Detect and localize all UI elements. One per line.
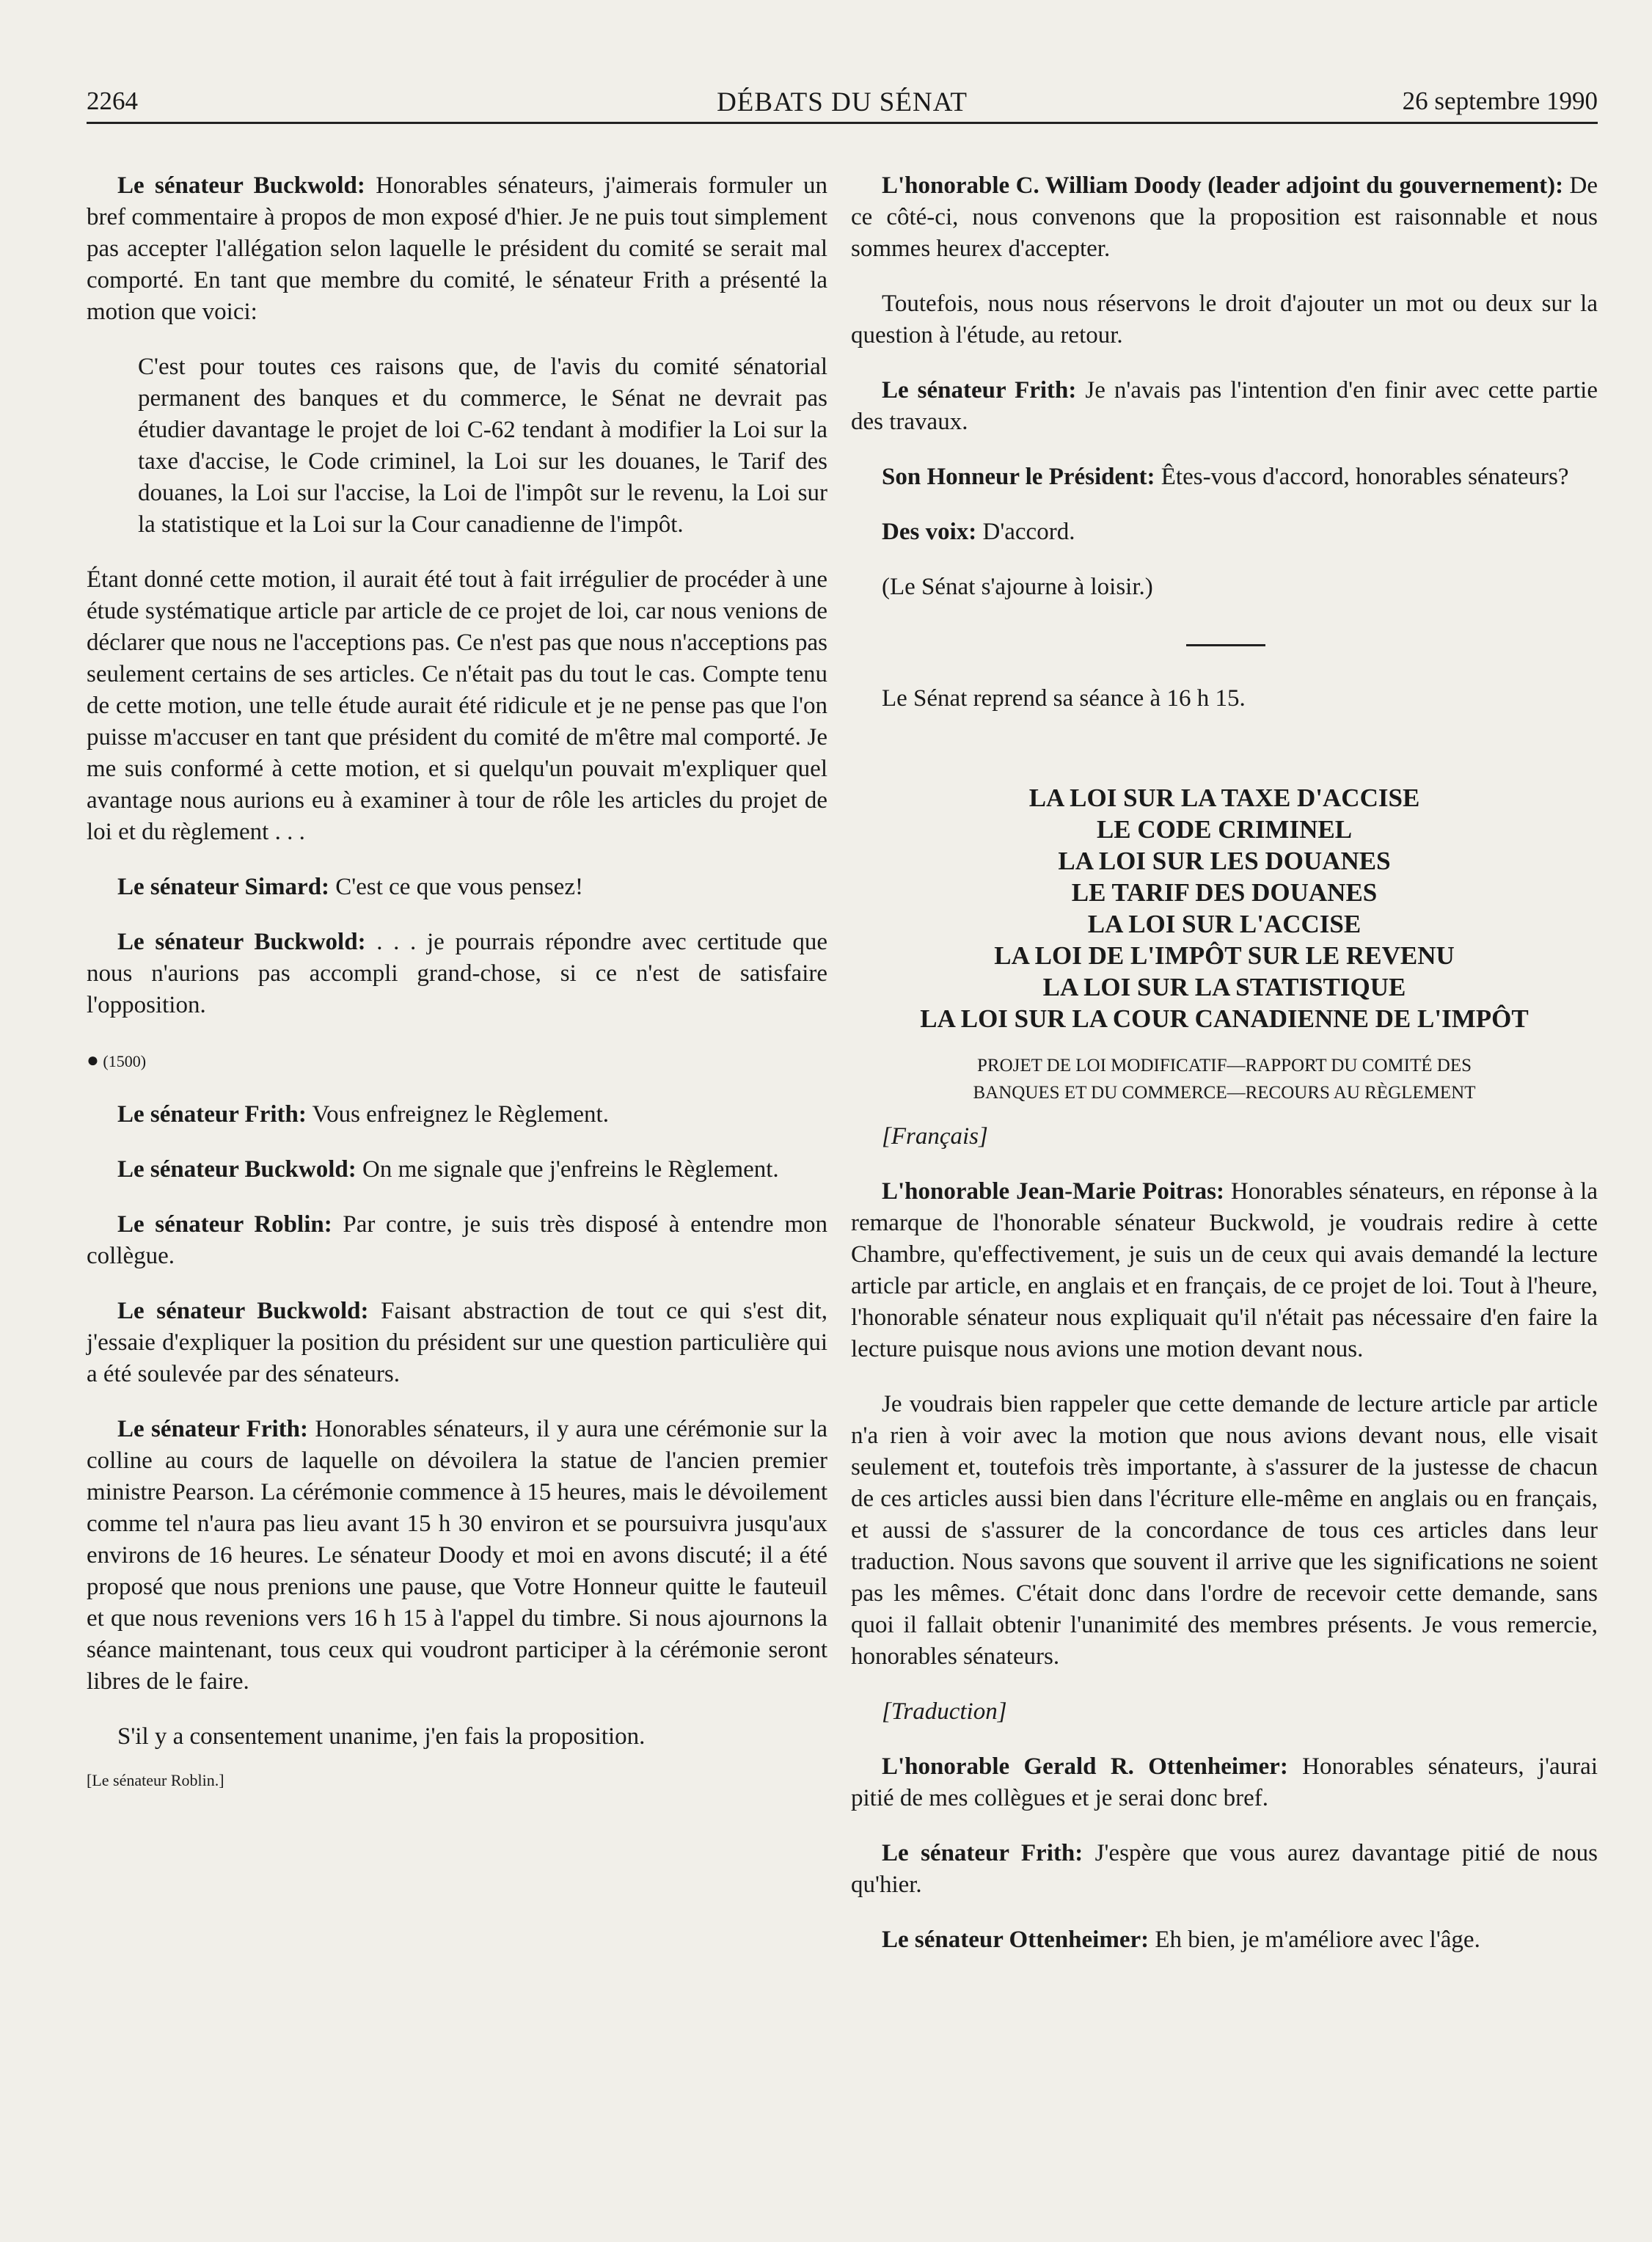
- motion-quote: C'est pour toutes ces raisons que, de l'avis du comité sénatorial permanent des banques et du commerce, le Sénat ne devrait pas étudier davantage le projet de loi C-62 tendant à modifier la Loi sur la taxe d'accise, le Code criminel, la Loi sur les douanes, le Tarif des douanes, la Loi sur l'accise, la Loi de l'impôt sur le revenu, la Loi sur la statistique et la Loi sur la Cour canadienne de l'impôt.: [138, 354, 827, 538]
- speaker-name: L'honorable Jean-Marie Poitras:: [882, 1178, 1224, 1205]
- subheading-line: BANQUES ET DU COMMERCE—RECOURS AU RÈGLEMENT: [973, 1083, 1476, 1103]
- page-header: [87, 87, 1598, 123]
- speech-text: D'accord.: [976, 519, 1075, 545]
- speaker-name: Le sénateur Buckwold:: [117, 929, 366, 955]
- language-marker: [Traduction]: [882, 1698, 1007, 1725]
- paragraph: [87, 1154, 827, 1186]
- speaker-name: Le sénateur Frith:: [117, 1416, 309, 1442]
- paragraph: Étant donné cette motion, il aurait été tout à fait irrégulier de procéder à une étude systématique article par article de ce projet de loi, car nous venions de déclarer que nous ne l'acceptions pas. Ce n'est pas que nous n'acceptions pas seulement certains de ses articles. Ce n'était pas du tout le cas. Compte tenu de cette motion, une telle étude aurait été ridicule et je ne pense pas que l'on puisse m'accuser en tant que président du comité de m'être mal comporté. Je me suis conformé à cette motion, et si quelqu'un pouvait m'expliquer quel avantage nous aurions eu à examiner à tour de rôle les articles du projet de loi et du règlement . . .: [87, 566, 827, 845]
- section-heading: LA LOI SUR LA TAXE D'ACCISE: [1028, 784, 1420, 812]
- speech-text: Je n'avais pas l'intention d'en finir avec cette partie des travaux.: [851, 377, 1598, 435]
- speech-text: C'est ce que vous pensez!: [329, 874, 583, 900]
- section-heading: LE CODE CRIMINEL: [1096, 815, 1353, 844]
- left-column: [87, 170, 827, 1796]
- paragraph: [851, 170, 1598, 265]
- language-marker: [Français]: [882, 1123, 988, 1150]
- paragraph: [87, 872, 827, 903]
- section-heading: LA LOI SUR LA STATISTIQUE: [1042, 973, 1406, 1001]
- speech-text: Eh bien, je m'améliore avec l'âge.: [1149, 1927, 1480, 1953]
- paragraph: Je voudrais bien rappeler que cette demande de lecture article par article n'a rien à voir avec la motion que nous avions devant nous, elle visait seulement et, toutefois très importante, à s'assurer de la justesse de chacun de ces articles aussi bien dans l'écriture elle-même en anglais ou en français, et aussi de s'assurer de la concordance de tous ces articles dans leur traduction. Nous savons que souvent il arrive que les significations ne soient pas les mêmes. C'était donc dans l'ordre de recevoir cette demande, sans quoi il fallait obtenir l'unanimité des membres présents. Je vous remercie, honorables sénateurs.: [851, 1391, 1598, 1670]
- subheading-line: PROJET DE LOI MODIFICATIF—RAPPORT DU COMITÉ DES: [976, 1056, 1472, 1076]
- paragraph: [851, 1924, 1598, 1956]
- section-heading: LA LOI SUR LA COUR CANADIENNE DE L'IMPÔT: [920, 1004, 1529, 1033]
- paragraph: [851, 461, 1598, 493]
- speech-text: Vous enfreignez le Règlement.: [306, 1101, 609, 1128]
- paragraph: (Le Sénat s'ajourne à loisir.): [882, 574, 1153, 600]
- speaker-name: Le sénateur Buckwold:: [117, 172, 365, 199]
- paragraph: [87, 927, 827, 1021]
- speaker-name: Le sénateur Frith:: [117, 1101, 307, 1128]
- speech-text: Honorables sénateurs, j'aurai pitié de mes collègues et je serai donc bref.: [851, 1753, 1598, 1811]
- paragraph: [851, 1751, 1598, 1814]
- section-heading: LA LOI SUR L'ACCISE: [1087, 910, 1362, 938]
- paragraph: [87, 170, 827, 328]
- page-date: 26 septembre 1990: [1402, 87, 1598, 115]
- speech-text: J'espère que vous aurez davantage pitié de nous qu'hier.: [851, 1840, 1598, 1898]
- speaker-name: Le sénateur Frith:: [882, 1840, 1083, 1866]
- speaker-name: Le sénateur Buckwold:: [117, 1298, 369, 1324]
- speaker-name: Le sénateur Ottenheimer:: [882, 1927, 1150, 1953]
- speaker-name: Des voix:: [882, 519, 977, 545]
- speaker-name: Le sénateur Buckwold:: [117, 1156, 357, 1183]
- paragraph: [851, 516, 1598, 548]
- time-marker-text: (1500): [103, 1052, 147, 1070]
- speech-text: . . . je pourrais répondre avec certitude que nous n'aurions pas accompli grand-chose, si ce n'est de satisfaire l'opposition.: [87, 929, 828, 1018]
- section-heading: LA LOI DE L'IMPÔT SUR LE REVENU: [994, 941, 1455, 970]
- paragraph: [87, 1209, 827, 1272]
- speech-text: Honorables sénateurs, en réponse à la remarque de l'honorable sénateur Buckwold, je voudrais redire à cette Chambre, qu'effectivement, je suis un de ceux qui avais demandé la lecture article par article, en anglais et en français, de ce projet de loi. Tout à l'heure, l'honorable sénateur nous expliquait qu'il n'était pas nécessaire d'en faire la lecture puisque nous avions une motion devant nous.: [851, 1178, 1598, 1362]
- speech-text: On me signale que j'enfreins le Règlement.: [356, 1156, 779, 1183]
- running-title: DÉBATS DU SÉNAT: [717, 87, 968, 117]
- speaker-attribution: [Le sénateur Roblin.]: [87, 1771, 224, 1789]
- speech-text: Honorables sénateurs, j'aimerais formuler un bref commentaire à propos de mon exposé d'hier. Je ne puis tout simplement pas accepter l'allégation selon laquelle le président du comité se serait mal comporté. En tant que membre du comité, le sénateur Frith a présenté la motion que voici:: [87, 172, 827, 325]
- page-number: 2264: [87, 87, 138, 115]
- speaker-name: L'honorable Gerald R. Ottenheimer:: [882, 1753, 1288, 1780]
- speaker-name: Le sénateur Simard:: [117, 874, 330, 900]
- speaker-name: L'honorable C. William Doody (leader adjoint du gouvernement):: [882, 172, 1564, 199]
- section-separator: [1186, 644, 1265, 646]
- paragraph: [87, 1296, 827, 1390]
- speech-text: Par contre, je suis très disposé à entendre mon collègue.: [87, 1211, 828, 1269]
- section-heading: LA LOI SUR LES DOUANES: [1058, 847, 1391, 875]
- paragraph: Toutefois, nous nous réservons le droit d'ajouter un mot ou deux sur la question à l'étude, au retour.: [851, 291, 1598, 348]
- paragraph: [851, 375, 1598, 438]
- paragraph: Le Sénat reprend sa séance à 16 h 15.: [882, 685, 1246, 712]
- section-heading: LE TARIF DES DOUANES: [1071, 878, 1378, 907]
- bullet-icon: ●: [87, 1049, 99, 1072]
- paragraph: S'il y a consentement unanime, j'en fais la proposition.: [117, 1723, 646, 1750]
- time-marker: [87, 1045, 827, 1077]
- speech-text: Faisant abstraction de tout ce qui s'est dit, j'essaie d'expliquer la position du président sur une question particulière qui a été soulevée par des sénateurs.: [87, 1298, 827, 1387]
- header-rule: [87, 122, 1598, 124]
- right-column: [851, 170, 1598, 1979]
- speech-text: Êtes-vous d'accord, honorables sénateurs?: [1155, 464, 1569, 490]
- paragraph: [851, 1838, 1598, 1901]
- speaker-name: Son Honneur le Président:: [882, 464, 1155, 490]
- speaker-name: Le sénateur Frith:: [882, 377, 1077, 404]
- section-subheading: [851, 1052, 1598, 1106]
- paragraph: [87, 1414, 827, 1698]
- speech-text: Honorables sénateurs, il y aura une cérémonie sur la colline au cours de laquelle on dévoilera la statue de l'ancien premier ministre Pearson. La cérémonie commence à 15 heures, mais le dévoilement comme tel n'aura pas lieu avant 15 h 30 environ et se poursuivra jusqu'aux environs de 16 heures. Le sénateur Doody et moi en avons discuté; il a été proposé que nous prenions une pause, que Votre Honneur quitte le fauteuil et que nous revenions vers 16 h 15 à l'appel du timbre. Si nous ajournons la séance maintenant, tous ceux qui voudront participer à la cérémonie seront libres de le faire.: [87, 1416, 827, 1695]
- section-headings: [851, 782, 1598, 1034]
- paragraph: [851, 1176, 1598, 1365]
- speaker-name: Le sénateur Roblin:: [117, 1211, 332, 1238]
- speech-text: De ce côté-ci, nous convenons que la proposition est raisonnable et nous sommes heurex d'accepter.: [851, 172, 1598, 262]
- paragraph: [87, 1099, 827, 1131]
